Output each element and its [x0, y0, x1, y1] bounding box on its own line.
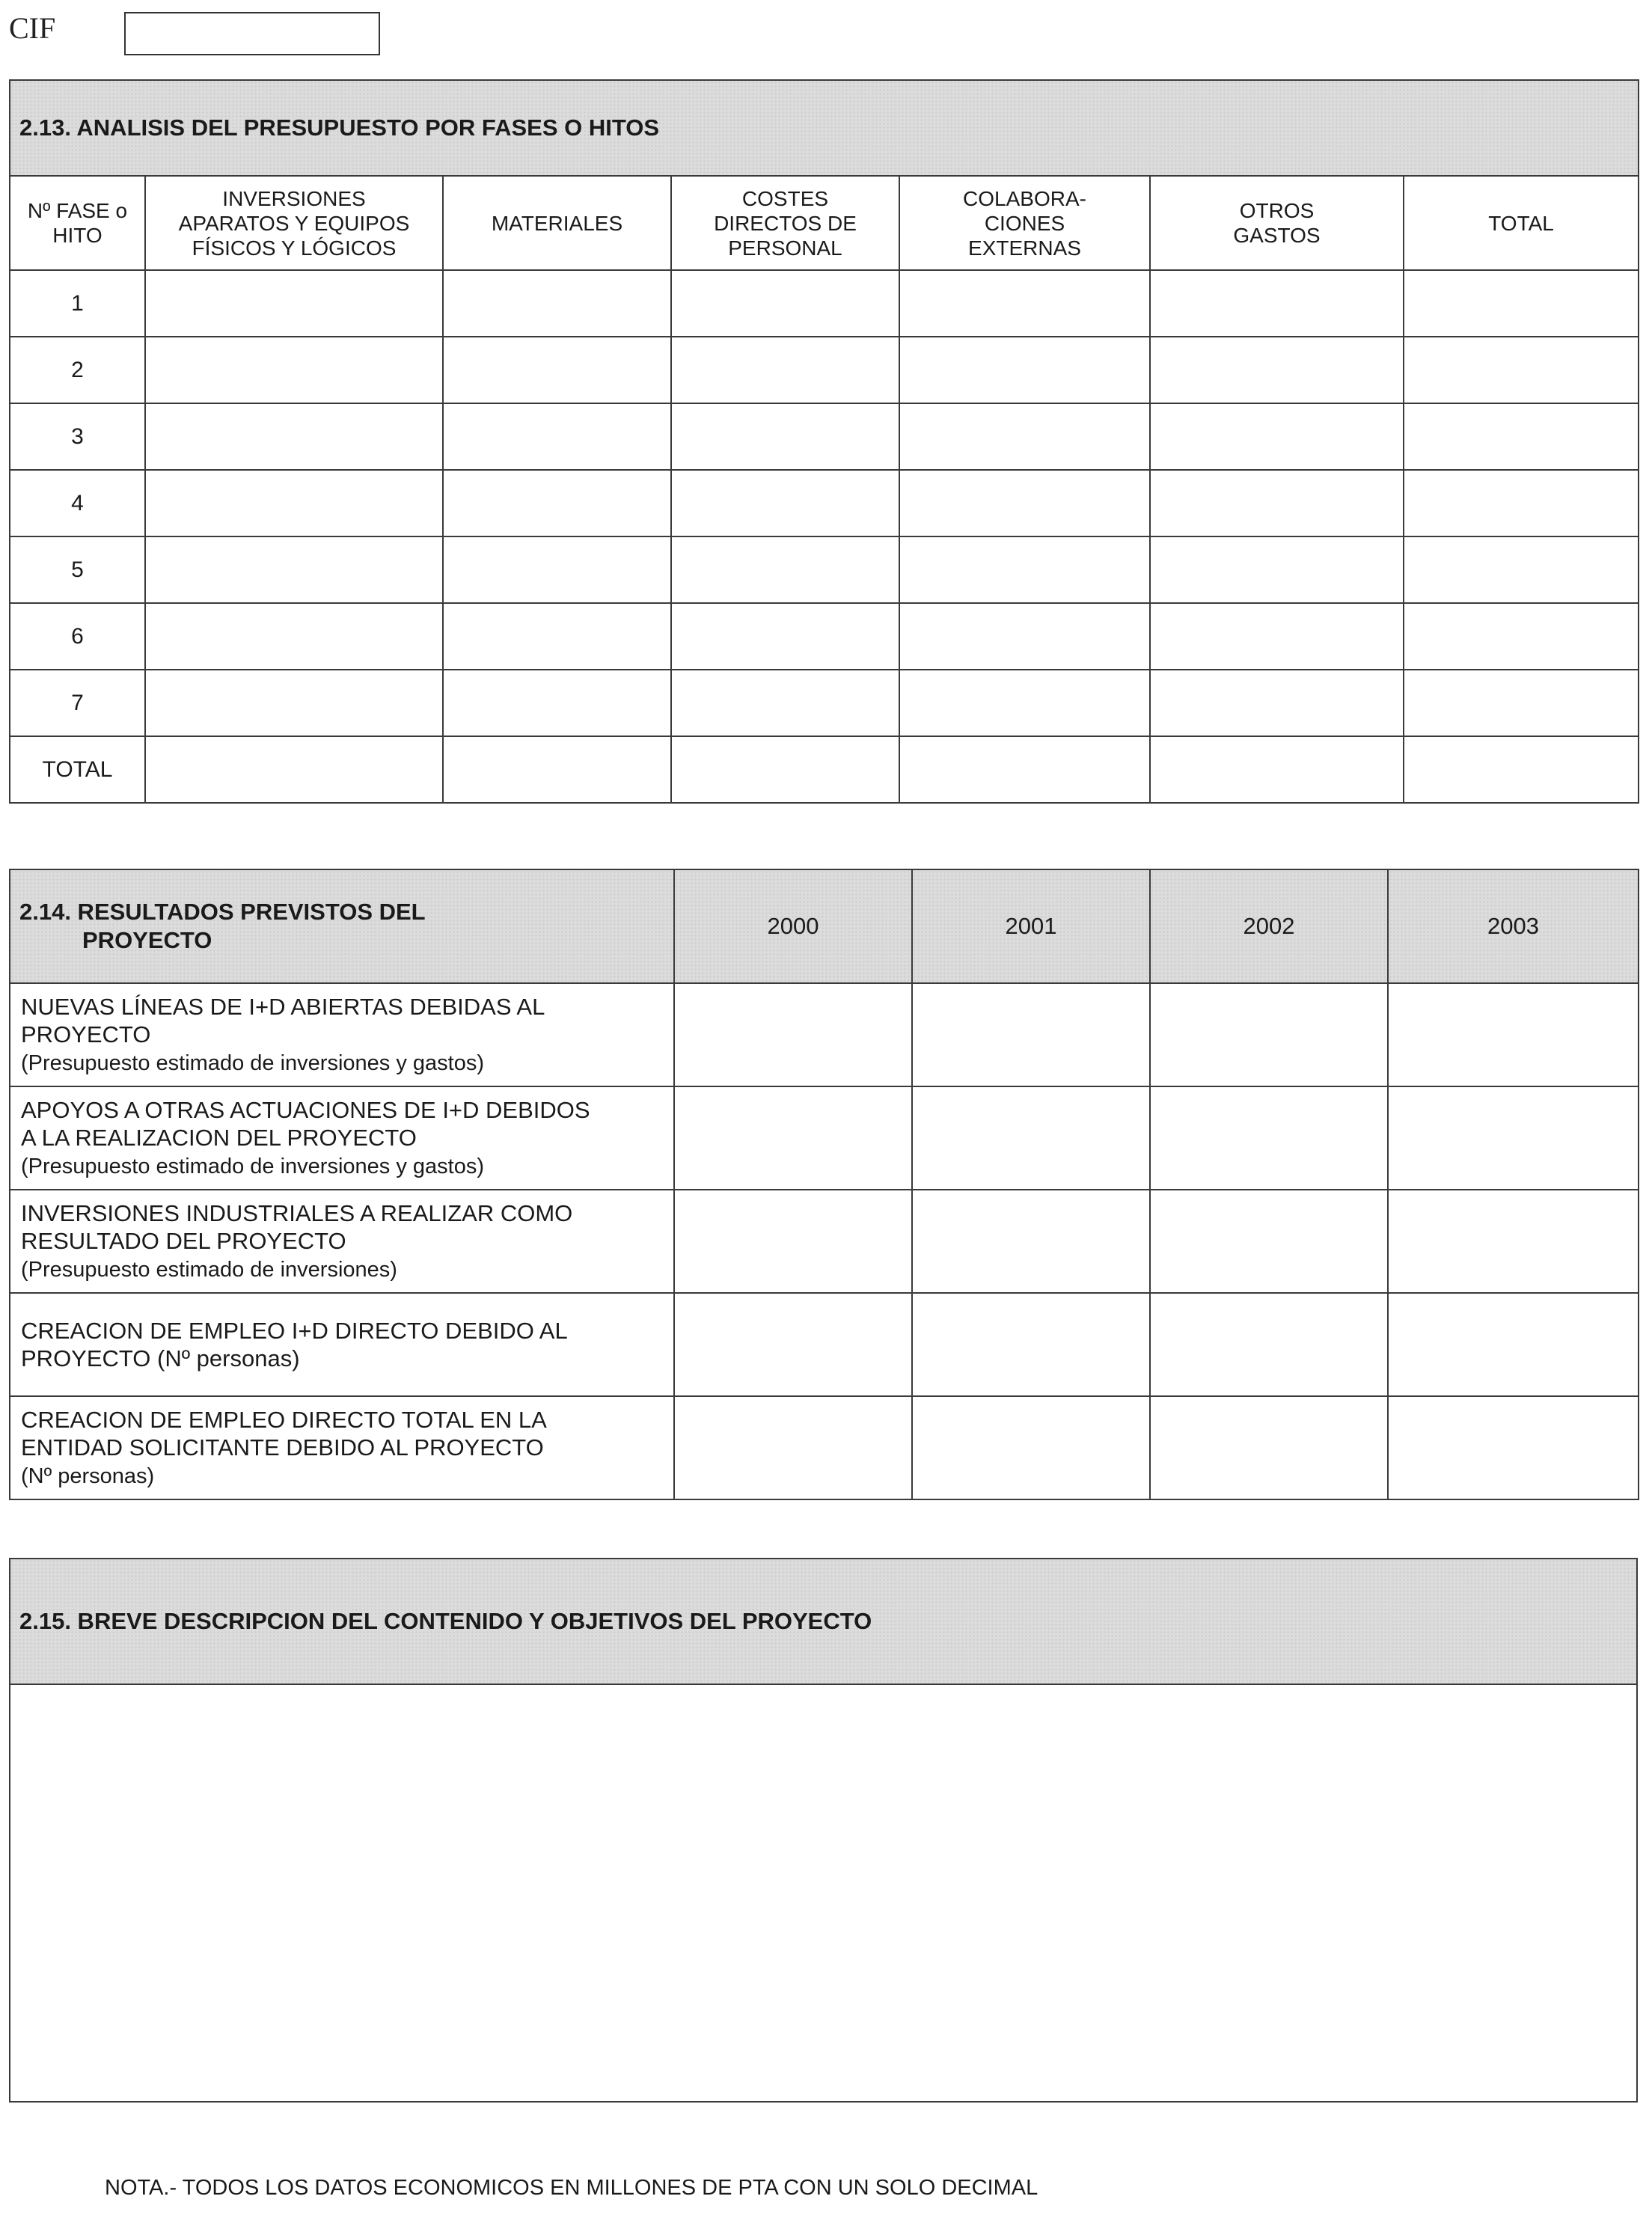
- cell-otros-gastos[interactable]: [1150, 337, 1404, 403]
- year-header: 2003: [1388, 869, 1639, 983]
- cell-2002[interactable]: [1150, 1190, 1388, 1293]
- cell-total[interactable]: [1404, 470, 1639, 536]
- result-label: APOYOS A OTRAS ACTUACIONES DE I+D DEBIDOS A LA REALIZACION DEL PROYECTO (Presupuesto estimado de inversiones y gastos): [10, 1086, 674, 1190]
- cell-total[interactable]: [1404, 536, 1639, 603]
- phase-number: 5: [10, 536, 145, 603]
- cell-colaboraciones[interactable]: [899, 270, 1150, 337]
- phase-row: [10, 270, 1639, 337]
- result-row: [10, 1190, 1639, 1293]
- total-row: [10, 736, 1639, 803]
- phase-row: [10, 536, 1639, 603]
- cell-colaboraciones[interactable]: [899, 670, 1150, 736]
- phase-number: 6: [10, 603, 145, 670]
- phase-row: [10, 670, 1639, 736]
- phase-row: [10, 403, 1639, 470]
- year-header: 2002: [1150, 869, 1388, 983]
- cell-colaboraciones[interactable]: [899, 470, 1150, 536]
- year-header: 2001: [912, 869, 1150, 983]
- cell-costes-personal[interactable]: [671, 536, 899, 603]
- cell-2003[interactable]: [1388, 983, 1639, 1086]
- result-row: [10, 1293, 1639, 1396]
- cell-colaboraciones[interactable]: [899, 536, 1150, 603]
- result-row: [10, 983, 1639, 1086]
- cell-materiales[interactable]: [443, 470, 671, 536]
- cell-materiales[interactable]: [443, 337, 671, 403]
- phase-number: 1: [10, 270, 145, 337]
- project-description-area[interactable]: [10, 1684, 1637, 2102]
- cell-2003[interactable]: [1388, 1293, 1639, 1396]
- cell-materiales[interactable]: [443, 736, 671, 803]
- cell-costes-personal[interactable]: [671, 670, 899, 736]
- cell-2001[interactable]: [912, 1396, 1150, 1499]
- section-213-title: 2.13. ANALISIS DEL PRESUPUESTO POR FASES O HITOS: [10, 80, 1639, 176]
- cell-materiales[interactable]: [443, 270, 671, 337]
- phase-row: [10, 470, 1639, 536]
- result-row: [10, 1086, 1639, 1190]
- cell-materiales[interactable]: [443, 670, 671, 736]
- cell-materiales[interactable]: [443, 403, 671, 470]
- cell-2000[interactable]: [674, 1086, 912, 1190]
- cell-inversiones[interactable]: [145, 670, 443, 736]
- cell-otros-gastos[interactable]: [1150, 270, 1404, 337]
- phase-number: 7: [10, 670, 145, 736]
- cell-otros-gastos[interactable]: [1150, 603, 1404, 670]
- result-label: INVERSIONES INDUSTRIALES A REALIZAR COMO RESULTADO DEL PROYECTO (Presupuesto estimado de inversiones): [10, 1190, 674, 1293]
- cell-colaboraciones[interactable]: [899, 337, 1150, 403]
- result-row: [10, 1396, 1639, 1499]
- cif-label: CIF: [9, 11, 56, 45]
- budget-by-phases-table: [9, 79, 1639, 804]
- cell-total[interactable]: [1404, 270, 1639, 337]
- cif-input[interactable]: [124, 12, 380, 55]
- cell-inversiones[interactable]: [145, 536, 443, 603]
- cell-materiales[interactable]: [443, 536, 671, 603]
- col-header-inversiones: INVERSIONES APARATOS Y EQUIPOS FÍSICOS Y LÓGICOS: [145, 176, 443, 270]
- cell-total[interactable]: [1404, 736, 1639, 803]
- cell-2000[interactable]: [674, 1396, 912, 1499]
- cell-2003[interactable]: [1388, 1396, 1639, 1499]
- cell-total[interactable]: [1404, 670, 1639, 736]
- col-header-otros-gastos: OTROS GASTOS: [1150, 176, 1404, 270]
- cell-colaboraciones[interactable]: [899, 736, 1150, 803]
- total-row-label: TOTAL: [10, 736, 145, 803]
- cell-2001[interactable]: [912, 983, 1150, 1086]
- cell-otros-gastos[interactable]: [1150, 536, 1404, 603]
- cell-2000[interactable]: [674, 1293, 912, 1396]
- cell-otros-gastos[interactable]: [1150, 670, 1404, 736]
- cell-total[interactable]: [1404, 403, 1639, 470]
- cell-costes-personal[interactable]: [671, 603, 899, 670]
- col-header-fase: Nº FASE o HITO: [10, 176, 145, 270]
- project-description-table: [9, 1558, 1638, 2103]
- phase-row: [10, 337, 1639, 403]
- footer-note: NOTA.- TODOS LOS DATOS ECONOMICOS EN MILLONES DE PTA CON UN SOLO DECIMAL: [105, 2176, 1038, 2200]
- cell-inversiones[interactable]: [145, 603, 443, 670]
- result-label: CREACION DE EMPLEO I+D DIRECTO DEBIDO AL PROYECTO (Nº personas): [10, 1293, 674, 1396]
- cell-costes-personal[interactable]: [671, 270, 899, 337]
- phase-number: 3: [10, 403, 145, 470]
- cell-colaboraciones[interactable]: [899, 403, 1150, 470]
- cell-2001[interactable]: [912, 1086, 1150, 1190]
- cell-2003[interactable]: [1388, 1086, 1639, 1190]
- cell-total[interactable]: [1404, 337, 1639, 403]
- cell-inversiones[interactable]: [145, 403, 443, 470]
- col-header-total: TOTAL: [1404, 176, 1639, 270]
- cell-2002[interactable]: [1150, 1086, 1388, 1190]
- cell-otros-gastos[interactable]: [1150, 470, 1404, 536]
- cell-costes-personal[interactable]: [671, 470, 899, 536]
- phase-number: 2: [10, 337, 145, 403]
- cell-costes-personal[interactable]: [671, 736, 899, 803]
- cell-inversiones[interactable]: [145, 270, 443, 337]
- cell-2001[interactable]: [912, 1190, 1150, 1293]
- phase-number: 4: [10, 470, 145, 536]
- cell-inversiones[interactable]: [145, 736, 443, 803]
- col-header-colaboraciones: COLABORA- CIONES EXTERNAS: [899, 176, 1150, 270]
- year-header: 2000: [674, 869, 912, 983]
- cell-2002[interactable]: [1150, 983, 1388, 1086]
- cell-inversiones[interactable]: [145, 470, 443, 536]
- cell-costes-personal[interactable]: [671, 337, 899, 403]
- cell-costes-personal[interactable]: [671, 403, 899, 470]
- cell-2000[interactable]: [674, 1190, 912, 1293]
- result-label: CREACION DE EMPLEO DIRECTO TOTAL EN LA ENTIDAD SOLICITANTE DEBIDO AL PROYECTO (Nº personas): [10, 1396, 674, 1499]
- cell-2002[interactable]: [1150, 1293, 1388, 1396]
- section-214-title: 2.14. RESULTADOS PREVISTOS DEL PROYECTO: [10, 869, 674, 983]
- cell-2001[interactable]: [912, 1293, 1150, 1396]
- phase-row: [10, 603, 1639, 670]
- cell-2002[interactable]: [1150, 1396, 1388, 1499]
- cell-materiales[interactable]: [443, 603, 671, 670]
- cell-colaboraciones[interactable]: [899, 603, 1150, 670]
- cell-2003[interactable]: [1388, 1190, 1639, 1293]
- cell-2000[interactable]: [674, 983, 912, 1086]
- cell-total[interactable]: [1404, 603, 1639, 670]
- cell-otros-gastos[interactable]: [1150, 403, 1404, 470]
- expected-results-table: [9, 869, 1639, 1500]
- col-header-materiales: MATERIALES: [443, 176, 671, 270]
- result-label: NUEVAS LÍNEAS DE I+D ABIERTAS DEBIDAS AL PROYECTO (Presupuesto estimado de inversiones y gastos): [10, 983, 674, 1086]
- cell-otros-gastos[interactable]: [1150, 736, 1404, 803]
- col-header-costes-personal: COSTES DIRECTOS DE PERSONAL: [671, 176, 899, 270]
- section-215-title: 2.15. BREVE DESCRIPCION DEL CONTENIDO Y OBJETIVOS DEL PROYECTO: [10, 1559, 1637, 1684]
- cell-inversiones[interactable]: [145, 337, 443, 403]
